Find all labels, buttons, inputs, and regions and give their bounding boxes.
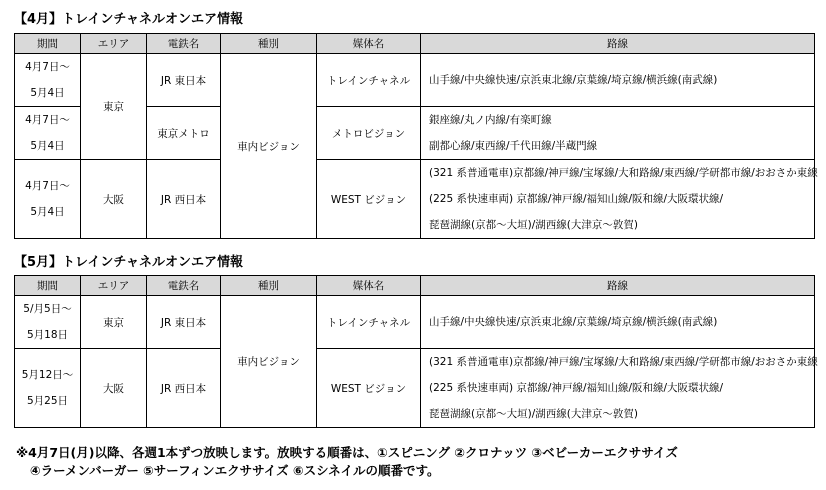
area-cell: 大阪 [81, 160, 147, 239]
area-cell: 大阪 [81, 349, 147, 428]
header-routes: 路線 [421, 276, 815, 296]
media-cell: メトロビジョン [317, 107, 421, 160]
routes-cell: 山手線/中央線快速/京浜東北線/京葉線/埼京線/横浜線(南武線) [421, 296, 815, 349]
table-row [15, 349, 815, 428]
period-cell: 5/月5日～ 5月18日 [15, 296, 81, 349]
header-railway: 電鉄名 [147, 276, 221, 296]
note-line-1: ※4月7日(月)以降、各週1本ずつ放映します。放映する順番は、①スピニング ②クロナッツ ③ベビーカーエクササイズ [16, 445, 678, 460]
railway-cell: JR 東日本 [147, 54, 221, 107]
media-cell: WEST ビジョン [317, 349, 421, 428]
table-row [15, 160, 815, 239]
table-header-row [15, 34, 815, 54]
note-line-2: ④ラーメンバーガー ⑤サーフィンエクササイズ ⑥スシネイルの順番です。 [30, 463, 440, 478]
media-cell: WEST ビジョン [317, 160, 421, 239]
header-media: 媒体名 [317, 276, 421, 296]
type-cell: 車内ビジョン [221, 54, 317, 239]
table-row [15, 54, 815, 107]
routes-cell: (321 系普通電車)京都線/神戸線/宝塚線/大和路線/東西線/学研都市線/おおさか東線 (225 系快速車両) 京都線/神戸線/福知山線/阪和線/大阪環状線/ 琵琶湖線(京都～大垣)/湖西線(大津京～敦賀) [421, 349, 815, 428]
table-header-row [15, 276, 815, 296]
header-area: エリア [81, 34, 147, 54]
railway-cell: JR 西日本 [147, 349, 221, 428]
railway-cell: JR 西日本 [147, 160, 221, 239]
media-cell: トレインチャネル [317, 296, 421, 349]
header-routes: 路線 [421, 34, 815, 54]
railway-cell: 東京メトロ [147, 107, 221, 160]
header-type: 種別 [221, 34, 317, 54]
period-cell: 4月7日～ 5月4日 [15, 160, 81, 239]
routes-cell: (321 系普通電車)京都線/神戸線/宝塚線/大和路線/東西線/学研都市線/おおさか東線 (225 系快速車両) 京都線/神戸線/福知山線/阪和線/大阪環状線/ 琵琶湖線(京都～大垣)/湖西線(大津京～敦賀) [421, 160, 815, 239]
area-cell: 東京 [81, 296, 147, 349]
header-railway: 電鉄名 [147, 34, 221, 54]
may-table [14, 275, 818, 428]
period-cell: 4月7日～ 5月4日 [15, 54, 81, 107]
table-row [15, 296, 815, 349]
header-media: 媒体名 [317, 34, 421, 54]
broadcast-note [16, 444, 678, 480]
area-cell: 東京 [81, 54, 147, 160]
period-cell: 5月12日～ 5月25日 [15, 349, 81, 428]
header-period: 期間 [15, 34, 81, 54]
media-cell: トレインチャネル [317, 54, 421, 107]
railway-cell: JR 東日本 [147, 296, 221, 349]
period-cell: 4月7日～ 5月4日 [15, 107, 81, 160]
routes-cell: 山手線/中央線快速/京浜東北線/京葉線/埼京線/横浜線(南武線) [421, 54, 815, 107]
header-period: 期間 [15, 276, 81, 296]
header-area: エリア [81, 276, 147, 296]
routes-cell: 銀座線/丸ノ内線/有楽町線 副都心線/東西線/千代田線/半蔵門線 [421, 107, 815, 160]
type-cell: 車内ビジョン [221, 296, 317, 428]
may-title: 【5月】トレインチャネルオンエア情報 [14, 255, 244, 270]
april-title: 【4月】トレインチャネルオンエア情報 [14, 12, 244, 27]
april-table [14, 33, 818, 239]
header-type: 種別 [221, 276, 317, 296]
